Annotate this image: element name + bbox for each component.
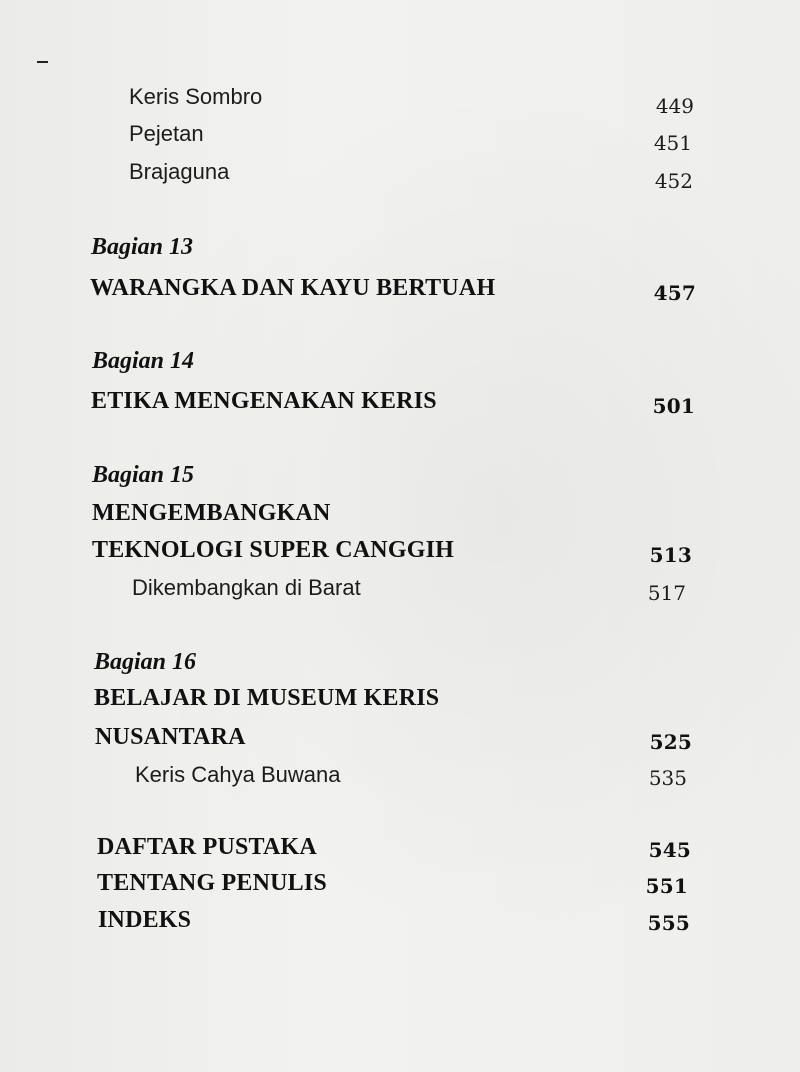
chapter-page: 457 <box>653 281 696 305</box>
toc-entry-page: 451 <box>653 131 692 155</box>
chapter-page: 513 <box>649 543 692 567</box>
toc-entry-keris-sombro <box>129 84 694 120</box>
toc-indeks <box>98 907 690 943</box>
part-label-15 <box>92 462 392 498</box>
toc-entry-label: Dikembangkan di Barat <box>132 575 361 600</box>
end-matter-title: DAFTAR PUSTAKA <box>97 834 317 860</box>
toc-entry-page: 517 <box>647 581 686 605</box>
part-label-14 <box>92 348 392 384</box>
part-label-13 <box>91 234 391 270</box>
toc-tentang-penulis <box>97 870 688 906</box>
part-label: Bagian 16 <box>94 649 197 675</box>
chapter-page: 525 <box>649 730 692 754</box>
toc-entry-label: Keris Cahya Buwana <box>135 762 341 787</box>
toc-entry-label: Pejetan <box>129 121 204 146</box>
toc-entry-page: 449 <box>655 94 694 118</box>
chapter-title: NUSANTARA <box>95 724 246 750</box>
toc-entry-dikembangkan-di-barat <box>132 575 686 611</box>
end-matter-page: 545 <box>648 838 691 862</box>
toc-chapter-16-line2 <box>95 724 692 760</box>
toc-entry-pejetan <box>129 121 692 157</box>
toc-chapter-15-line2 <box>92 537 692 573</box>
toc-entry-label: Brajaguna <box>129 159 230 184</box>
chapter-title: MENGEMBANGKAN <box>92 500 331 526</box>
chapter-title: TEKNOLOGI SUPER CANGGIH <box>92 537 454 563</box>
chapter-page: 501 <box>652 394 695 418</box>
part-label: Bagian 14 <box>92 348 195 374</box>
end-matter-title: INDEKS <box>98 907 192 933</box>
toc-entry-label: Keris Sombro <box>129 84 263 109</box>
end-matter-page: 551 <box>645 874 688 898</box>
toc-entry-page: 452 <box>654 169 693 193</box>
part-label: Bagian 15 <box>92 462 195 488</box>
toc-daftar-pustaka <box>97 834 691 870</box>
chapter-title: WARANGKA DAN KAYU BERTUAH <box>90 275 496 301</box>
toc-entry-brajaguna <box>129 159 693 195</box>
end-matter-page: 555 <box>647 911 690 935</box>
chapter-title: ETIKA MENGENAKAN KERIS <box>91 388 437 414</box>
toc-entry-keris-cahya-buwana <box>135 762 687 798</box>
toc-chapter-14 <box>91 388 695 424</box>
margin-mark <box>37 61 48 63</box>
toc-chapter-13 <box>90 275 696 311</box>
part-label: Bagian 13 <box>91 234 194 260</box>
toc-chapter-16-line1 <box>94 685 594 721</box>
end-matter-title: TENTANG PENULIS <box>97 870 327 896</box>
toc-chapter-15-line1 <box>92 500 592 536</box>
part-label-16 <box>94 649 394 685</box>
chapter-title: BELAJAR DI MUSEUM KERIS <box>94 685 440 711</box>
toc-entry-page: 535 <box>648 766 687 790</box>
